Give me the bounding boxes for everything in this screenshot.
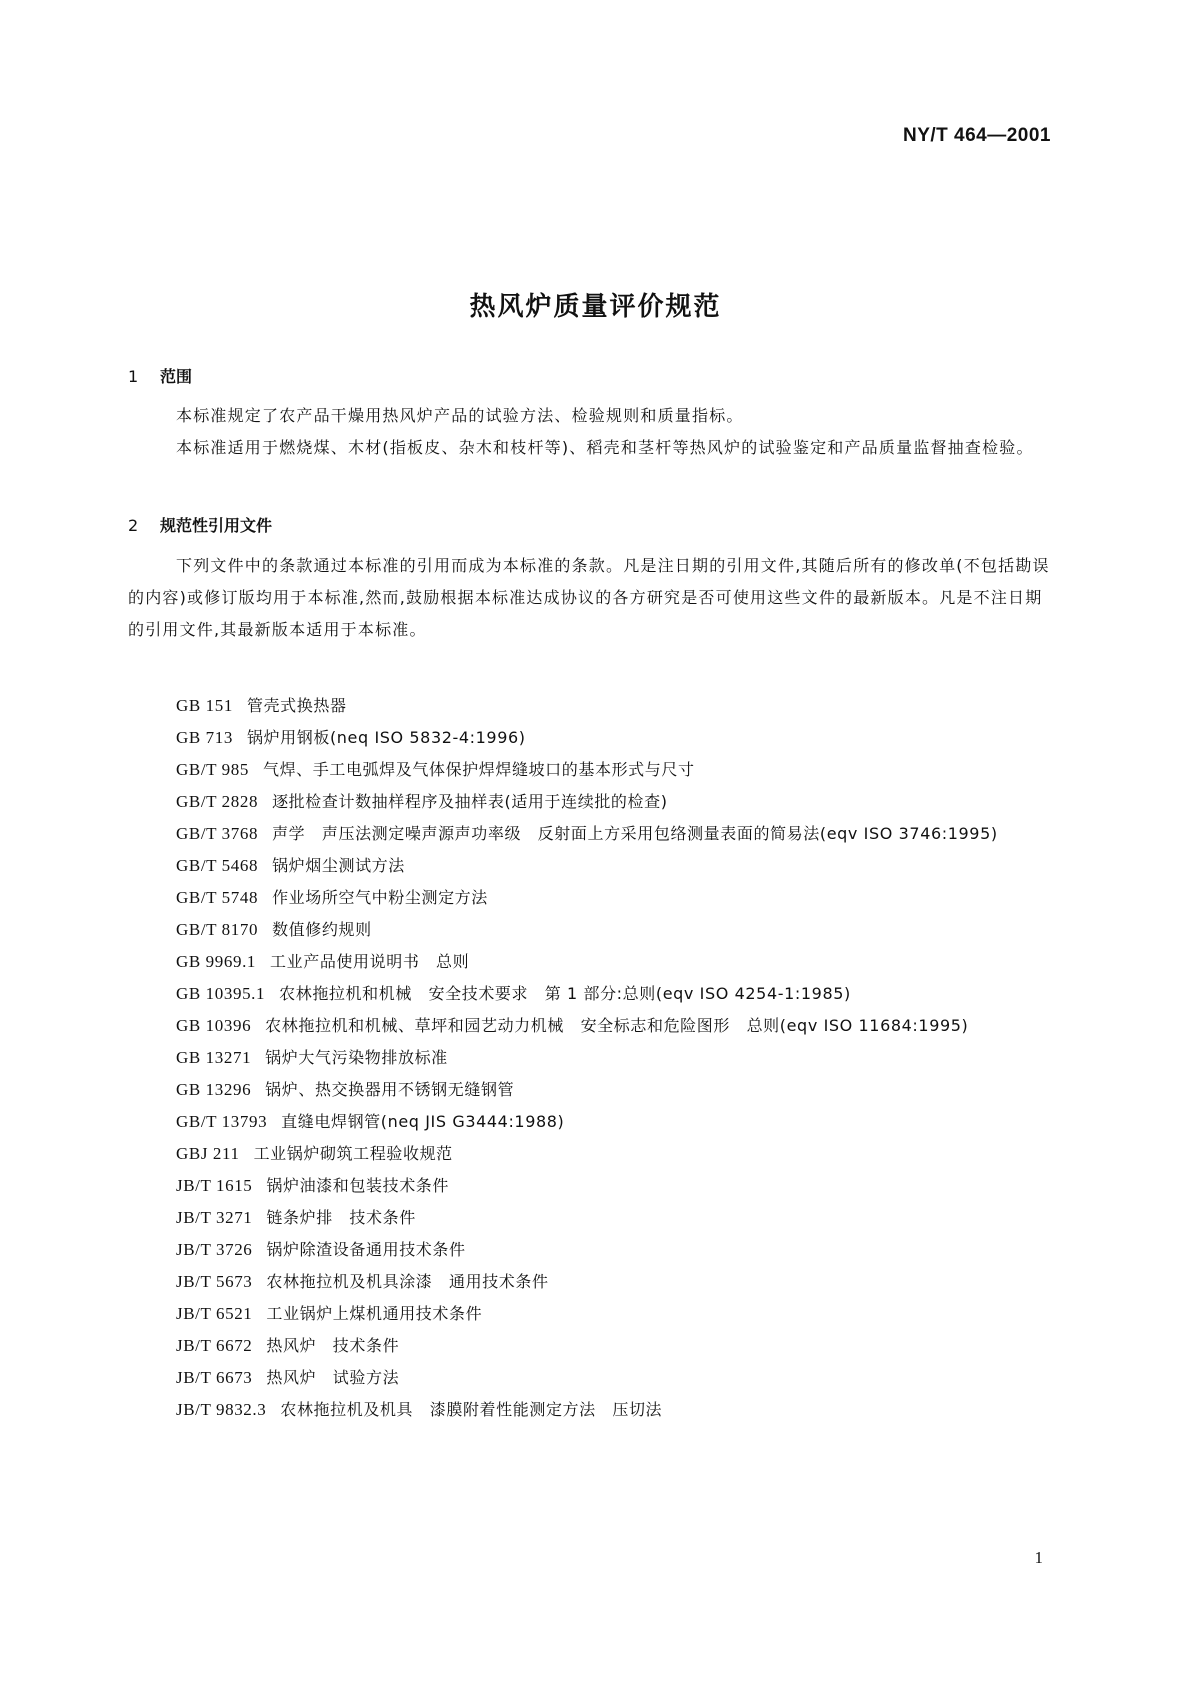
reference-item — [176, 1362, 1058, 1394]
reference-title: 农林拖拉机及机具 漆膜附着性能测定方法 压切法 — [280, 1400, 663, 1419]
section-number: 1 — [128, 367, 139, 386]
reference-item — [176, 946, 1058, 978]
reference-code: JB/T 6673 — [176, 1368, 253, 1387]
section-1-heading — [128, 364, 192, 387]
reference-code: GB/T 985 — [176, 760, 249, 779]
reference-code: GBJ 211 — [176, 1144, 240, 1163]
section-2-heading — [128, 513, 272, 536]
standard-code: NY/T 464—2001 — [902, 125, 1051, 146]
reference-item — [176, 1266, 1058, 1298]
reference-item — [176, 1298, 1058, 1330]
reference-code: GB 151 — [176, 696, 233, 715]
reference-title: 锅炉油漆和包装技术条件 — [266, 1176, 450, 1195]
reference-title: 热风炉 技术条件 — [266, 1336, 400, 1355]
reference-item — [176, 722, 1058, 754]
reference-code: JB/T 1615 — [176, 1176, 253, 1195]
reference-code: GB 13271 — [176, 1048, 252, 1067]
section-2-paragraph-1: 下列文件中的条款通过本标准的引用而成为本标准的条款。凡是注日期的引用文件,其随后所有的修改单(不包括勘误的内容)或修订版均用于本标准,然而,鼓励根据本标准达成协议的各方研究是否可使用这些文件的最新版本。凡是不注日期的引用文件,其最新版本适用于本标准。 — [128, 556, 1050, 639]
reference-title: 工业锅炉上煤机通用技术条件 — [266, 1304, 483, 1323]
reference-title: 管壳式换热器 — [246, 696, 347, 715]
reference-item — [176, 1234, 1058, 1266]
reference-title: 数值修约规则 — [272, 920, 372, 939]
reference-item — [176, 1170, 1058, 1202]
page-number: 1 — [1034, 1548, 1043, 1567]
reference-title: 作业场所空气中粉尘测定方法 — [272, 888, 488, 907]
section-1-paragraph-2: 本标准适用于燃烧煤、木材(指板皮、杂木和枝杆等)、稻壳和茎杆等热风炉的试验鉴定和产品质量监督抽查检验。 — [176, 438, 1034, 457]
reference-item — [176, 1138, 1058, 1170]
reference-code: JB/T 3271 — [176, 1208, 253, 1227]
reference-title: 声学 声压法测定噪声源声功率级 反射面上方采用包络测量表面的简易法(eqv ISO 3746:1995) — [272, 824, 998, 843]
section-title: 范围 — [160, 367, 193, 386]
reference-code: GB/T 3768 — [176, 824, 259, 843]
reference-code: GB 10396 — [176, 1016, 252, 1035]
reference-code: JB/T 6672 — [176, 1336, 253, 1355]
reference-item — [176, 1330, 1058, 1362]
reference-title: 锅炉、热交换器用不锈钢无缝钢管 — [265, 1080, 515, 1099]
reference-code: GB 713 — [176, 728, 233, 747]
normative-reference-list — [176, 690, 1058, 1426]
reference-item — [176, 1074, 1058, 1106]
reference-title: 工业产品使用说明书 总则 — [270, 952, 470, 971]
reference-title: 锅炉用钢板(neq ISO 5832-4:1996) — [246, 728, 526, 747]
reference-code: GB 10395.1 — [176, 984, 266, 1003]
reference-code: JB/T 9832.3 — [176, 1400, 267, 1419]
reference-title: 热风炉 试验方法 — [266, 1368, 400, 1387]
document-title: 热风炉质量评价规范 — [469, 292, 722, 322]
reference-title: 直缝电焊钢管(neq JIS G3444:1988) — [281, 1112, 565, 1131]
reference-code: JB/T 6521 — [176, 1304, 253, 1323]
section-number: 2 — [128, 516, 139, 535]
reference-code: JB/T 3726 — [176, 1240, 253, 1259]
reference-item — [176, 754, 1058, 786]
reference-code: GB 9969.1 — [176, 952, 257, 971]
reference-title: 锅炉烟尘测试方法 — [272, 856, 405, 875]
reference-title: 逐批检查计数抽样程序及抽样表(适用于连续批的检查) — [272, 792, 668, 811]
reference-code: GB/T 13793 — [176, 1112, 268, 1131]
reference-title: 农林拖拉机及机具涂漆 通用技术条件 — [266, 1272, 549, 1291]
reference-code: GB/T 2828 — [176, 792, 259, 811]
reference-item — [176, 978, 1058, 1010]
reference-code: GB/T 8170 — [176, 920, 259, 939]
reference-title: 农林拖拉机和机械 安全技术要求 第 1 部分:总则(eqv ISO 4254-1:1985) — [279, 984, 851, 1003]
reference-item — [176, 786, 1058, 818]
reference-title: 工业锅炉砌筑工程验收规范 — [253, 1144, 453, 1163]
reference-item — [176, 818, 1058, 850]
reference-code: JB/T 5673 — [176, 1272, 253, 1291]
section-1-paragraph-1: 本标准规定了农产品干燥用热风炉产品的试验方法、检验规则和质量指标。 — [176, 406, 744, 425]
reference-item — [176, 1202, 1058, 1234]
reference-code: GB/T 5748 — [176, 888, 259, 907]
reference-item — [176, 1042, 1058, 1074]
reference-code: GB/T 5468 — [176, 856, 259, 875]
reference-title: 锅炉大气污染物排放标准 — [265, 1048, 448, 1067]
reference-item — [176, 1394, 1058, 1426]
reference-item — [176, 1010, 1058, 1042]
reference-item — [176, 690, 1058, 722]
reference-item — [176, 882, 1058, 914]
reference-item — [176, 914, 1058, 946]
reference-code: GB 13296 — [176, 1080, 252, 1099]
reference-title: 锅炉除渣设备通用技术条件 — [266, 1240, 466, 1259]
reference-title: 气焊、手工电弧焊及气体保护焊焊缝坡口的基本形式与尺寸 — [262, 760, 695, 779]
reference-title: 链条炉排 技术条件 — [266, 1208, 416, 1227]
reference-title: 农林拖拉机和机械、草坪和园艺动力机械 安全标志和危险图形 总则(eqv ISO 11684:1995) — [265, 1016, 969, 1035]
section-title: 规范性引用文件 — [160, 516, 273, 535]
reference-item — [176, 850, 1058, 882]
reference-item — [176, 1106, 1058, 1138]
